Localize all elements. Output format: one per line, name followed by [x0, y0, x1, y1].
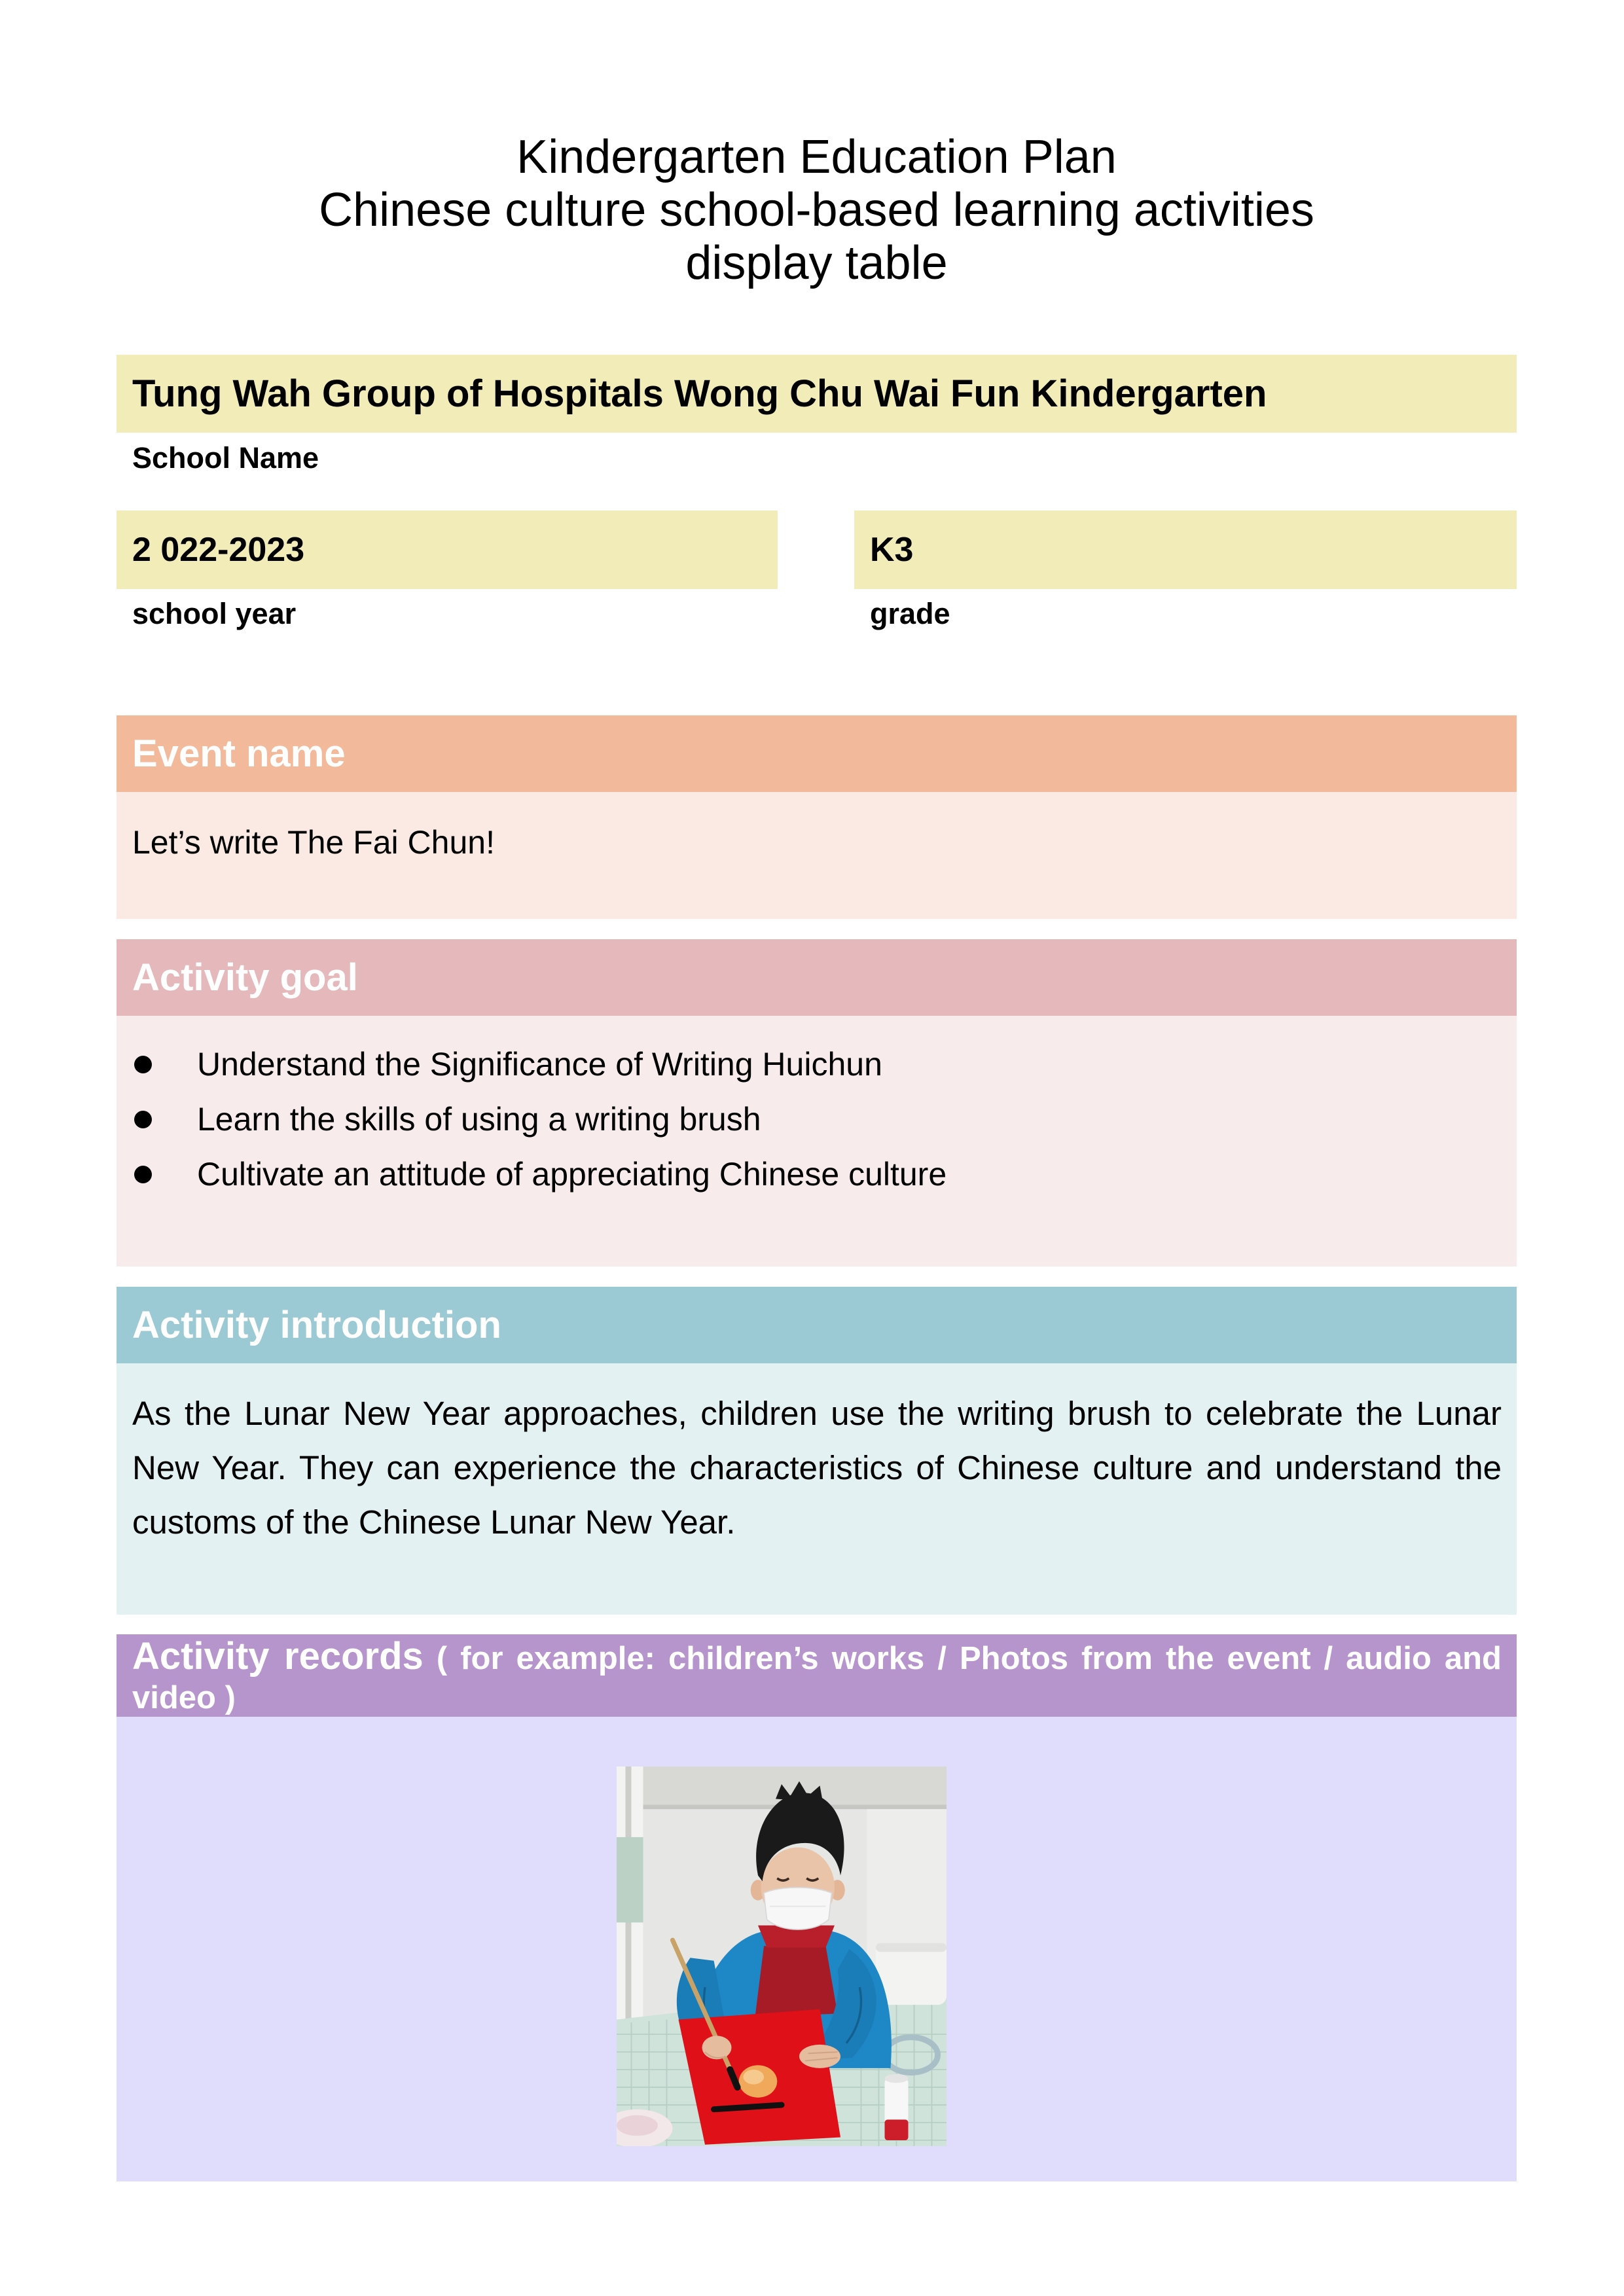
activity-goal-body [117, 1016, 1517, 1266]
title-line-1: Kindergarten Education Plan [516, 131, 1117, 183]
activity-introduction-body [117, 1363, 1517, 1615]
grade-field [854, 511, 1517, 589]
activity-goal-header [117, 939, 1517, 1016]
activity-goal-header-label: Activity goal [132, 956, 358, 999]
school-name-value: Tung Wah Group of Hospitals Wong Chu Wai Fun Kindergarten [132, 372, 1267, 415]
school-name-label: School Name [132, 441, 319, 475]
activity-records-note: ( for example: children’s works / Photos from the event / audio and video ) [132, 1641, 1502, 1715]
event-name-header-label: Event name [132, 732, 346, 775]
school-year-value: 2 022-2023 [132, 531, 305, 569]
bullet-icon [134, 1166, 152, 1183]
title-line-3: display table [685, 237, 948, 289]
goal-text: Learn the skills of using a writing brush [197, 1101, 761, 1138]
activity-introduction-text: As the Lunar New Year approaches, children use the writing brush to celebrate the Lunar New Year. They can experience the characteristics of Chinese culture and understand the customs of the Chinese Lunar New Year. [132, 1395, 1502, 1541]
activity-records-header-label: Activity records [132, 1635, 424, 1677]
school-year-label: school year [132, 597, 297, 630]
bullet-icon [134, 1111, 152, 1128]
event-name-value: Let’s write The Fai Chun! [132, 824, 495, 861]
school-name-field [117, 355, 1517, 433]
grade-label: grade [870, 597, 950, 630]
list-item [117, 1037, 1517, 1092]
list-item [117, 1092, 1517, 1147]
event-name-body [117, 792, 1517, 919]
activity-introduction-header [117, 1287, 1517, 1363]
face-mask [764, 1888, 832, 1929]
goal-list [117, 1037, 1517, 1202]
activity-photo-image [617, 1767, 947, 2146]
glue-stick [885, 2074, 909, 2140]
hand [799, 2045, 840, 2068]
goal-text: Understand the Significance of Writing Huichun [197, 1046, 882, 1083]
event-name-header [117, 715, 1517, 792]
title-line-2: Chinese culture school-based learning activities [319, 184, 1314, 236]
activity-photo [617, 1767, 947, 2146]
document-title [117, 131, 1517, 290]
bullet-icon [134, 1056, 152, 1073]
list-item [117, 1147, 1517, 1202]
hand [702, 2036, 732, 2059]
activity-introduction-header-label: Activity introduction [132, 1304, 501, 1346]
grade-value: K3 [870, 531, 914, 569]
activity-records-header [117, 1634, 1517, 1717]
container [876, 1943, 947, 2005]
goal-text: Cultivate an attitude of appreciating Chinese culture [197, 1156, 947, 1193]
school-year-field [117, 511, 778, 589]
